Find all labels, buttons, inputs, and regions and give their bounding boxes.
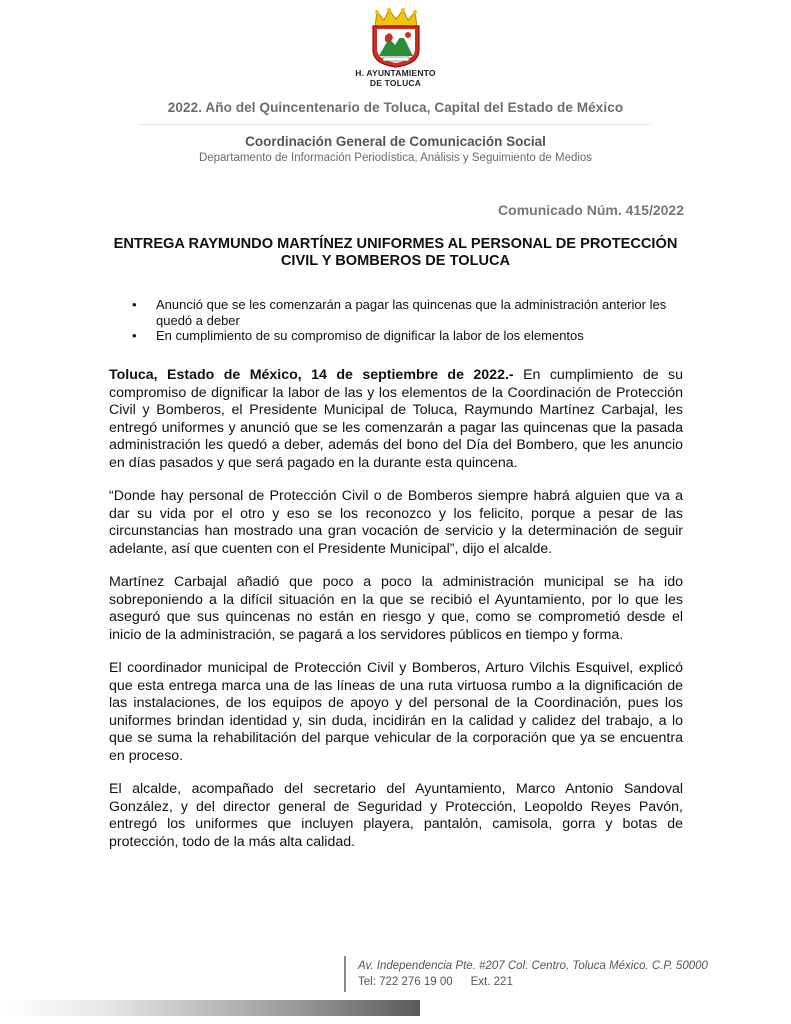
toluca-coat-of-arms-icon xyxy=(365,8,427,68)
logo-caption-line1: H. AYUNTAMIENTO xyxy=(355,68,436,78)
summary-bullets xyxy=(132,297,672,344)
header-logo xyxy=(0,8,791,88)
paragraph-4: El coordinador municipal de Protección Civil y Bomberos, Arturo Vilchis Esquivel, explicó que esta entrega marca una de las líneas de una ruta virtuosa rumbo a la dignificación de las instalaciones, de los equipos de apoyo y del personal de la Coordinación, pues los uniformes brindan identidad y, sin duda, incidirán en la calidad y calidez del trabajo, a lo que se suma la rehabilitación del parque vehicular de la corporación que ya se encuentra en proceso. xyxy=(109,660,683,764)
dateline: Toluca, Estado de México, 14 de septiembre de 2022.- xyxy=(109,367,514,383)
coordination-title: Coordinación General de Comunicación Social xyxy=(245,134,546,149)
logo-caption-line2: DE TOLUCA xyxy=(369,78,422,88)
paragraph-5: El alcalde, acompañado del secretario del Ayuntamiento, Marco Antonio Sandoval González, y del director general de Seguridad y Protección, Leopoldo Reyes Pavón, entregó los uniformes que incluyen playera, pantalón, camisola, gorra y botas de protección, todo de la más alta calidad. xyxy=(109,781,683,850)
paragraph-1-text: En cumplimiento de su compromiso de dignificar la labor de las y los elementos de la Coordinación de Protección Civil y Bomberos, el Presidente Municipal de Toluca, Raymundo Martínez Carbajal, les entregó uniformes y anunció que se les comenzarán a pagar las quincenas que la pasada administración les quedó a deber, además del bono del Día del Bombero, que les anuncio en días pasados y que será pagado en la durante esta quincena. xyxy=(109,367,684,471)
summary-bullet-1: • Anunció que se les comenzarán a pagar las quincenas que la administración anterior les quedó a deber xyxy=(132,297,672,328)
summary-bullet-2: • En cumplimiento de su compromiso de dignificar la labor de los elementos xyxy=(132,328,672,344)
paragraph-1 xyxy=(109,367,683,472)
footer-phone: Tel: 722 276 19 00 xyxy=(358,976,453,988)
header-divider xyxy=(140,124,651,125)
paragraph-3: Martínez Carbajal añadió que poco a poco la administración municipal se ha ido sobreponiendo a la difícil situación en la que se recibió el Ayuntamiento, por lo que les aseguró que sus quincenas no están en riesgo y que, como se comprometió desde el inicio de la administración, se pagará a los servidores públicos en tiempo y forma. xyxy=(109,574,683,643)
release-body xyxy=(109,367,683,867)
paragraph-2: “Donde hay personal de Protección Civil o de Bomberos siempre habrá alguien que va a dar su vida por el otro y eso se los reconozco y los felicito, porque a pesar de las circunstancias han mostrado una gran vocación de servicio y la determinación de seguir adelante, así que cuenten con el Presidente Municipal”, dijo el alcalde. xyxy=(109,488,683,557)
footer-extension: Ext. 221 xyxy=(470,976,513,988)
footer-divider xyxy=(344,956,346,992)
year-banner: 2022. Año del Quincentenario de Toluca, Capital del Estado de México xyxy=(167,100,624,115)
release-title: ENTREGA RAYMUNDO MARTÍNEZ UNIFORMES AL PERSONAL DE PROTECCIÓN CIVIL Y BOMBEROS DE TOLUCA xyxy=(113,236,678,269)
release-number: Comunicado Núm. 415/2022 xyxy=(498,202,684,218)
footer-contact xyxy=(358,976,531,988)
footer-gradient-bar xyxy=(0,1000,420,1016)
department-subtitle: Departamento de Información Periodística, Análisis y Seguimiento de Medios xyxy=(198,152,593,164)
footer-address: Av. Independencia Pte. #207 Col. Centro, Toluca México. C.P. 50000 xyxy=(358,960,708,972)
